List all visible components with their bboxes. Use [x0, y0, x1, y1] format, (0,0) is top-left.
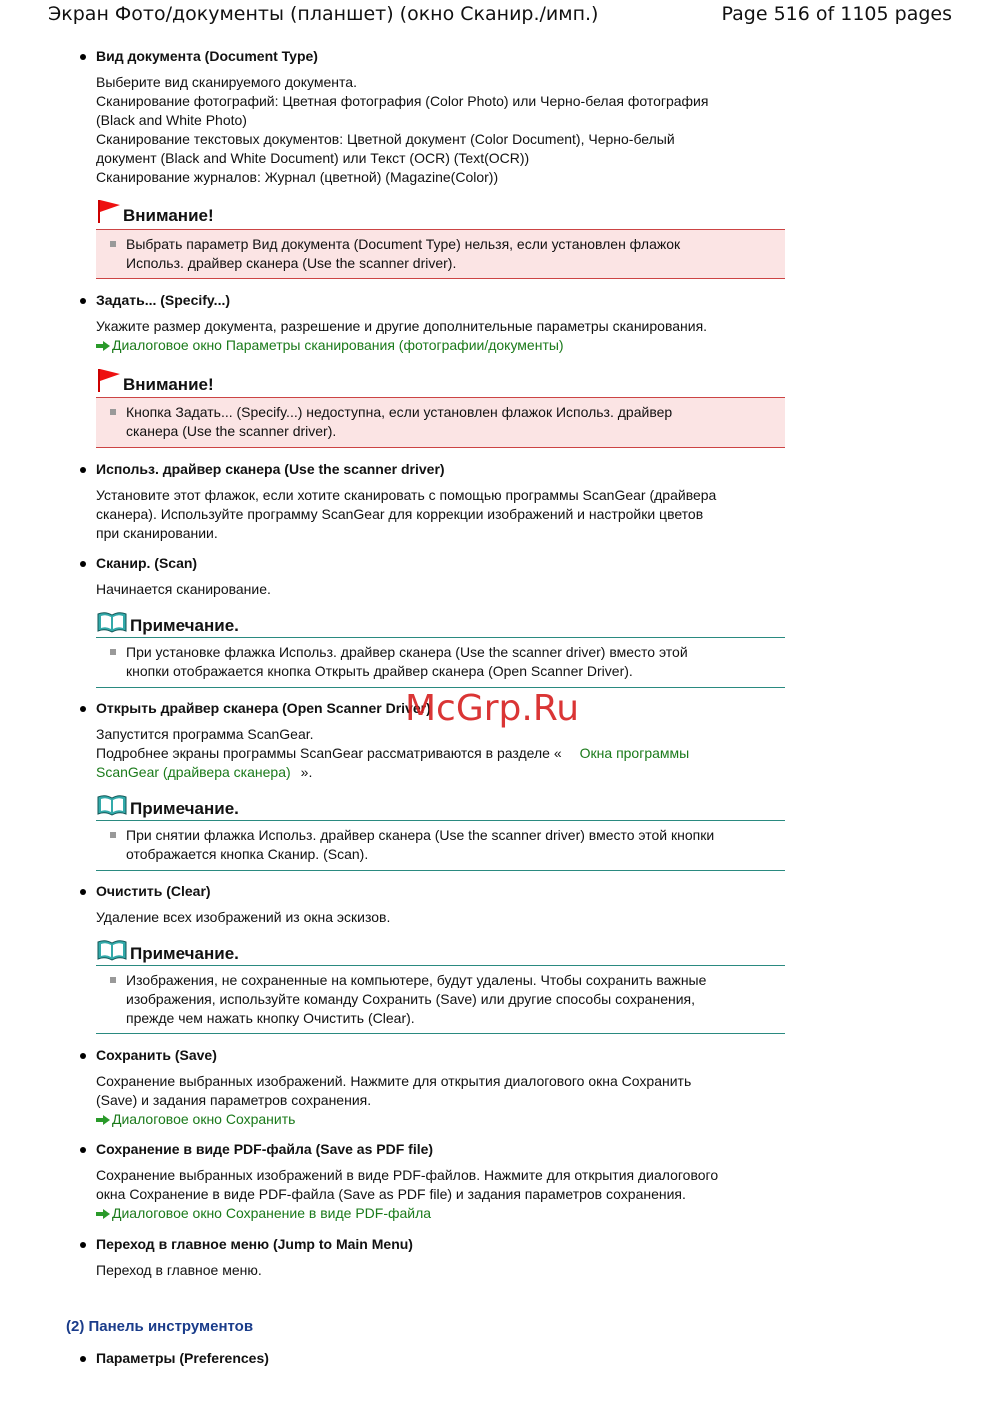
arrow-right-icon	[96, 1115, 110, 1125]
note-heading: Примечание.	[130, 944, 239, 963]
note-text	[126, 971, 776, 1028]
text-line: окна Сохранение в виде PDF-файла (Save as PDF file) и задания параметров сохранения.	[96, 1186, 686, 1202]
use-driver-description	[96, 486, 796, 543]
text-span: Подробнее экраны программы ScanGear рассматриваются в разделе «	[96, 745, 562, 761]
text-line: Сканирование текстовых документов: Цветной документ (Color Document), Черно-белый	[96, 131, 675, 147]
arrow-right-icon	[96, 341, 110, 351]
square-bullet-icon	[110, 977, 116, 983]
text-line: отображается кнопка Сканир. (Scan).	[126, 846, 369, 862]
bullet-icon	[80, 1356, 86, 1362]
section-heading-toolbar: (2) Панель инструментов	[66, 1318, 254, 1335]
text-line: Сканирование журналов: Журнал (цветной) (Magazine(Color))	[96, 169, 499, 185]
note-book-icon	[97, 794, 127, 816]
bullet-icon	[80, 1147, 86, 1153]
link-text[interactable]: Диалоговое окно Сохранить	[112, 1111, 296, 1127]
item-title-scan: Сканир. (Scan)	[96, 555, 198, 571]
note-text	[126, 826, 776, 864]
square-bullet-icon	[110, 241, 116, 247]
warning-flag-icon	[97, 368, 121, 392]
text-line: Сканирование фотографий: Цветная фотография (Color Photo) или Черно-белая фотография	[96, 93, 709, 109]
text-line: сканера). Используйте программу ScanGear для коррекции изображений и настройки цветов	[96, 506, 704, 522]
warning-text	[126, 403, 776, 441]
item-title-main-menu: Переход в главное меню (Jump to Main Menu)	[96, 1236, 413, 1252]
text-line: документ (Black and White Document) или Текст (OCR) (Text(OCR))	[96, 150, 530, 166]
warning-heading: Внимание!	[123, 206, 214, 225]
link-text[interactable]: Диалоговое окно Параметры сканирования (фотографии/документы)	[112, 337, 564, 353]
warning-text	[126, 235, 776, 273]
text-line: Изображения, не сохраненные на компьютере, будут удалены. Чтобы сохранить важные	[126, 972, 707, 988]
item-title-save: Сохранить (Save)	[96, 1047, 217, 1063]
header-title: Экран Фото/документы (планшет) (окно Сканир./имп.)	[48, 3, 599, 25]
text-line: (Black and White Photo)	[96, 112, 247, 128]
bullet-icon	[80, 298, 86, 304]
text-line: Сохранение выбранных изображений. Нажмите для открытия диалогового окна Сохранить	[96, 1073, 692, 1089]
save-pdf-dialog-link[interactable]	[96, 1204, 796, 1223]
square-bullet-icon	[110, 649, 116, 655]
text-line	[96, 763, 796, 782]
note-book-icon	[97, 611, 127, 633]
text-line: Выбрать параметр Вид документа (Document Type) нельзя, если установлен флажок	[126, 236, 681, 252]
watermark-logo: McGrp.Ru	[405, 688, 580, 729]
bullet-icon	[80, 1053, 86, 1059]
text-line: прежде чем нажать кнопку Очистить (Clear).	[126, 1010, 415, 1026]
save-description	[96, 1072, 796, 1110]
link-text[interactable]: Диалоговое окно Сохранение в виде PDF-файла	[112, 1205, 432, 1221]
note-heading: Примечание.	[130, 616, 239, 635]
note-heading: Примечание.	[130, 799, 239, 818]
text-line: Сохранение выбранных изображений в виде PDF-файлов. Нажмите для открытия диалогового	[96, 1167, 719, 1183]
save-pdf-description	[96, 1166, 796, 1204]
bullet-icon	[80, 1242, 86, 1248]
square-bullet-icon	[110, 409, 116, 415]
scangear-windows-link[interactable]: Окна программы	[579, 745, 690, 761]
open-driver-description	[96, 725, 796, 782]
text-line: Запустится программа ScanGear.	[96, 726, 314, 742]
text-line: (Save) и задания параметров сохранения.	[96, 1092, 372, 1108]
specify-link[interactable]	[96, 336, 796, 355]
save-dialog-link[interactable]	[96, 1110, 796, 1129]
page-header	[0, 0, 1000, 30]
text-line: при сканировании.	[96, 525, 218, 541]
bullet-icon	[80, 706, 86, 712]
header-page-counter: Page 516 of 1105 pages	[721, 3, 952, 25]
item-title-clear: Очистить (Clear)	[96, 883, 211, 899]
item-title-document-type: Вид документа (Document Type)	[96, 48, 318, 64]
warning-flag-icon	[97, 199, 121, 223]
bullet-icon	[80, 54, 86, 60]
text-span: ».	[300, 764, 313, 780]
item-title-open-driver: Открыть драйвер сканера (Open Scanner Driver)	[96, 700, 431, 716]
text-line	[96, 744, 796, 763]
text-line: При установке флажка Использ. драйвер сканера (Use the scanner driver) вместо этой	[126, 644, 688, 660]
bullet-icon	[80, 467, 86, 473]
text-line: Выберите вид сканируемого документа.	[96, 74, 357, 90]
item-title-use-driver: Использ. драйвер сканера (Use the scanner driver)	[96, 461, 445, 477]
warning-heading: Внимание!	[123, 375, 214, 394]
main-menu-description: Переход в главное меню.	[96, 1262, 262, 1278]
document-type-description	[96, 73, 796, 187]
specify-description: Укажите размер документа, разрешение и другие дополнительные параметры сканирования.	[96, 318, 708, 334]
square-bullet-icon	[110, 832, 116, 838]
text-line: Установите этот флажок, если хотите сканировать с помощью программы ScanGear (драйвера	[96, 487, 717, 503]
text-line: сканера (Use the scanner driver).	[126, 423, 337, 439]
item-title-specify: Задать... (Specify...)	[96, 292, 231, 308]
item-title-save-pdf: Сохранение в виде PDF-файла (Save as PDF file)	[96, 1141, 434, 1157]
scangear-windows-link[interactable]: ScanGear (драйвера сканера)	[96, 764, 291, 780]
note-text	[126, 643, 776, 681]
text-line: изображения, используйте команду Сохранить (Save) или другие способы сохранения,	[126, 991, 696, 1007]
bullet-icon	[80, 889, 86, 895]
note-book-icon	[97, 939, 127, 961]
text-line: При снятии флажка Использ. драйвер сканера (Use the scanner driver) вместо этой кнопки	[126, 827, 715, 843]
item-title-preferences: Параметры (Preferences)	[96, 1350, 269, 1366]
text-line: Использ. драйвер сканера (Use the scanner driver).	[126, 255, 457, 271]
scan-description: Начинается сканирование.	[96, 581, 271, 597]
bullet-icon	[80, 561, 86, 567]
text-line: Кнопка Задать... (Specify...) недоступна, если установлен флажок Использ. драйвер	[126, 404, 673, 420]
text-line: кнопки отображается кнопка Открыть драйвер сканера (Open Scanner Driver).	[126, 663, 633, 679]
clear-description: Удаление всех изображений из окна эскизов.	[96, 909, 391, 925]
arrow-right-icon	[96, 1209, 110, 1219]
